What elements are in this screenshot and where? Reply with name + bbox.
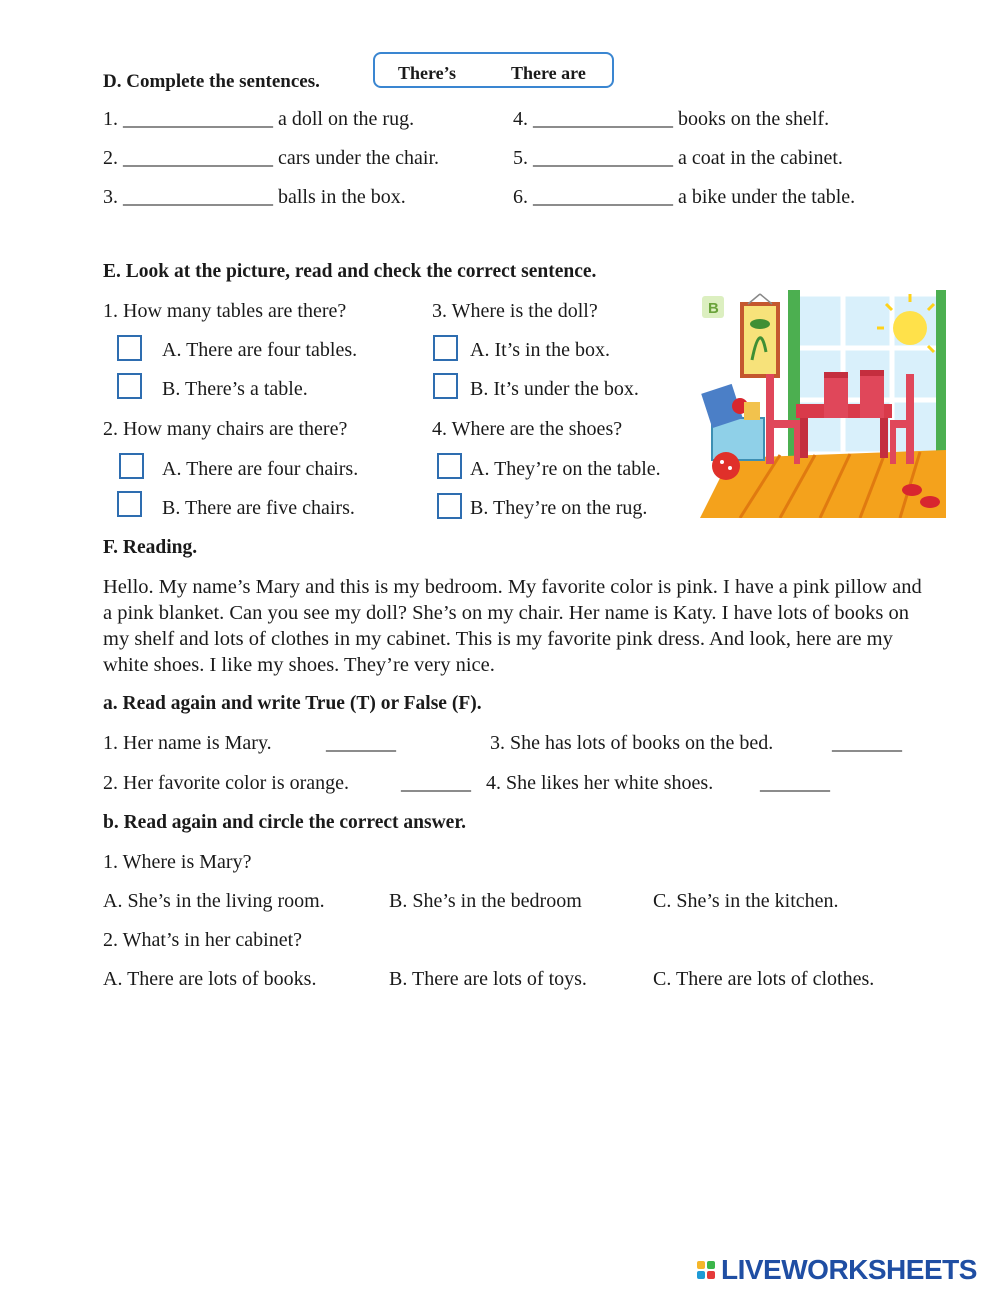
e-q3-option-a: A. It’s in the box. (470, 339, 610, 361)
ball-icon (712, 452, 740, 480)
d-item-3: 3. _______________ balls in the box. (103, 186, 406, 208)
d-blank-3[interactable]: _______________ (123, 186, 273, 208)
d-item-2: 2. _______________ cars under the chair. (103, 147, 440, 169)
tf-item-4: 4. She likes her white shoes. (486, 772, 714, 794)
mc-q2-option-b[interactable]: B. There are lots of toys. (389, 968, 587, 990)
e-question-2: 2. How many chairs are there? (103, 418, 348, 440)
d-blank-6[interactable]: ______________ (533, 186, 673, 208)
sun-icon (893, 311, 927, 345)
d-item-1: 1. _______________ a doll on the rug. (103, 108, 415, 130)
e-q4-checkbox-b[interactable] (437, 493, 462, 519)
e-q1-option-b: B. There’s a table. (162, 378, 308, 400)
e-q3-checkbox-a[interactable] (433, 335, 458, 361)
logo-icon (697, 1261, 715, 1279)
e-q4-option-b: B. They’re on the rug. (470, 497, 648, 519)
e-q2-checkbox-a[interactable] (119, 453, 144, 479)
e-q2-option-b: B. There are five chairs. (162, 497, 355, 519)
mc-q1-option-b[interactable]: B. She’s in the bedroom (389, 890, 582, 912)
mc-q2-option-a[interactable]: A. There are lots of books. (103, 968, 317, 990)
mc-q1-option-c[interactable]: C. She’s in the kitchen. (653, 890, 839, 912)
section-e-heading: E. Look at the picture, read and check the correct sentence. (103, 261, 597, 282)
mc-q1-option-a[interactable]: A. She’s in the living room. (103, 890, 325, 912)
e-q3-option-b: B. It’s under the box. (470, 378, 639, 400)
e-question-1: 1. How many tables are there? (103, 300, 347, 322)
room-picture (700, 290, 946, 518)
e-q4-checkbox-a[interactable] (437, 453, 462, 479)
e-question-3: 3. Where is the doll? (432, 300, 598, 322)
e-q2-checkbox-b[interactable] (117, 491, 142, 517)
tf-item-3: 3. She has lots of books on the bed. (490, 732, 774, 754)
section-f-heading: F. Reading. (103, 537, 198, 558)
curtain-right (936, 290, 946, 458)
d-item-4: 4. ______________ books on the shelf. (513, 108, 830, 130)
picture-label: B (708, 300, 719, 317)
d-item-6: 6. ______________ a bike under the table. (513, 186, 856, 208)
part-a-heading: a. Read again and write True (T) or False (F). (103, 693, 482, 714)
word-option-theres: There’s (398, 63, 456, 83)
mc-question-2: 2. What’s in her cabinet? (103, 929, 303, 951)
e-q2-option-a: A. There are four chairs. (162, 458, 359, 480)
d-blank-5[interactable]: ______________ (533, 147, 673, 169)
d-item-5: 5. ______________ a coat in the cabinet. (513, 147, 843, 169)
d-blank-1[interactable]: _______________ (123, 108, 273, 130)
tf-blank-4[interactable]: _______ (760, 772, 830, 794)
e-q3-checkbox-b[interactable] (433, 373, 458, 399)
e-q4-option-a: A. They’re on the table. (470, 458, 661, 480)
word-box (373, 52, 614, 88)
reading-passage: Hello. My name’s Mary and this is my bedroom. My favorite color is pink. I have a pink pillow and a pink blanket. Can you see my doll? She’s on my chair. Her name is Katy. I have lots of books on my shelf and lots of clothes in my cabinet. This is my favorite pink dress. And look, here are my white shoes. I like my shoes. They’re very nice. (103, 576, 922, 676)
tf-item-1: 1. Her name is Mary. (103, 732, 272, 754)
mc-question-1: 1. Where is Mary? (103, 851, 252, 873)
d-blank-4[interactable]: ______________ (533, 108, 673, 130)
tf-item-2: 2. Her favorite color is orange. (103, 772, 350, 794)
tf-blank-2[interactable]: _______ (401, 772, 471, 794)
tf-blank-3[interactable]: _______ (832, 732, 902, 754)
e-question-4: 4. Where are the shoes? (432, 418, 623, 440)
wall-picture (742, 304, 778, 376)
logo-text: LIVEWORKSHEETS (721, 1254, 977, 1285)
e-q1-checkbox-a[interactable] (117, 335, 142, 361)
word-option-there-are: There are (511, 63, 586, 83)
liveworksheets-logo (697, 1255, 977, 1285)
shoes-icon (902, 484, 922, 496)
part-b-heading: b. Read again and circle the correct answer. (103, 812, 467, 833)
e-q1-checkbox-b[interactable] (117, 373, 142, 399)
tf-blank-1[interactable]: _______ (326, 732, 396, 754)
mc-q2-option-c[interactable]: C. There are lots of clothes. (653, 968, 875, 990)
section-d-heading: D. Complete the sentences. (103, 71, 320, 92)
e-q1-option-a: A. There are four tables. (162, 339, 358, 361)
d-blank-2[interactable]: _______________ (123, 147, 273, 169)
